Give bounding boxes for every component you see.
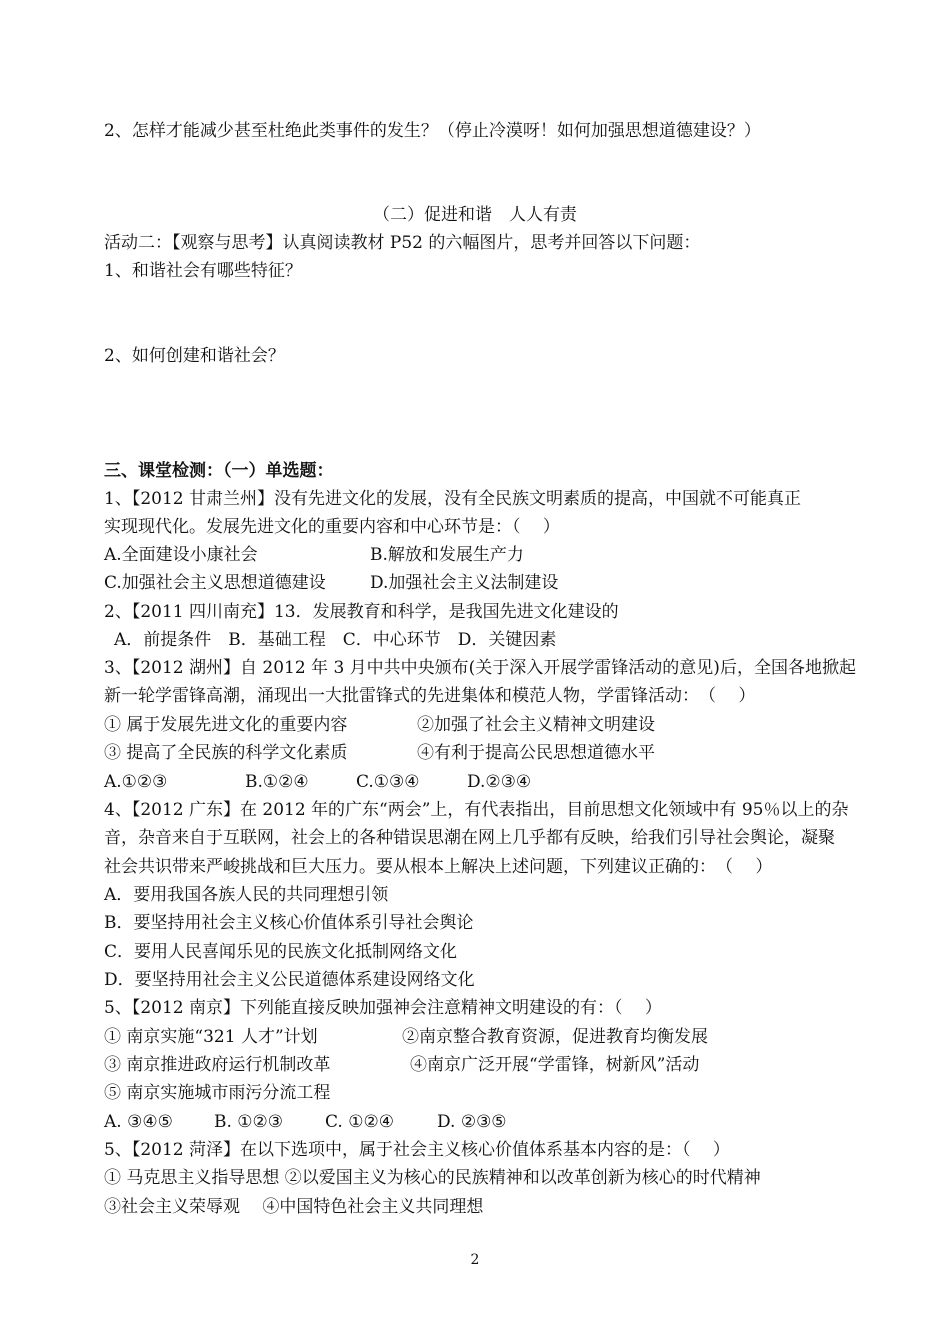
item-text: ① 南京实施“321 人才”计划 [104, 1027, 318, 1047]
option-text: D．要坚持用社会主义公民道德体系建设网络文化 [104, 970, 475, 990]
option-text: A.①②③ [104, 772, 168, 792]
question-text: 3、【2012 湖州】自 2012 年 3 月中共中央颁布(关于深入开展学雷锋活动的意见)后，全国各地掀起 [104, 658, 856, 678]
item-text: ⑤ 南京实施城市雨污分流工程 [104, 1083, 331, 1103]
item-text: ① 属于发展先进文化的重要内容 [104, 715, 348, 735]
option-text: C. ①②④ [325, 1112, 394, 1132]
item-text: ③ 南京推进政府运行机制改革 [104, 1055, 331, 1075]
option-text: D.加强社会主义法制建设 [370, 573, 559, 593]
page-number: 2 [470, 1252, 480, 1268]
question-text: 1、和谐社会有哪些特征？ [104, 261, 302, 281]
option-text: B．要坚持用社会主义核心价值体系引导社会舆论 [104, 913, 474, 933]
question-text: 2、【2011 四川南充】13．发展教育和科学，是我国先进文化建设的 [104, 602, 619, 622]
option-text: A．要用我国各族人民的共同理想引领 [104, 885, 389, 905]
question-text: 5、【2012 南京】下列能直接反映加强神会注意精神文明建设的有：（ ） [104, 998, 662, 1018]
item-text: ① 马克思主义指导思想 ②以爱国主义为核心的民族精神和以改革创新为核心的时代精神 [104, 1168, 761, 1188]
option-text: A．前提条件 B．基础工程 C．中心环节 D．关键因素 [114, 630, 557, 650]
item-text: ③ 提高了全民族的科学文化素质 [104, 743, 348, 763]
question-text: 音，杂音来自于互联网，社会上的各种错误思潮在网上几乎都有反映，给我们引导社会舆论，凝聚 [104, 828, 835, 848]
question-text: 新一轮学雷锋高潮，涌现出一大批雷锋式的先进集体和模范人物，学雷锋活动： （ ） [104, 686, 756, 706]
option-text: D.②③④ [467, 772, 532, 792]
option-text: A.全面建设小康社会 [104, 545, 258, 565]
question-text: 1、【2012 甘肃兰州】没有先进文化的发展，没有全民族文明素质的提高，中国就不可能真正 [104, 489, 801, 509]
section-heading: 三、课堂检测：（一）单选题： [104, 461, 334, 481]
option-text: C.加强社会主义思想道德建设 [104, 573, 326, 593]
option-text: B.解放和发展生产力 [370, 545, 524, 565]
item-text: ④南京广泛开展“学雷锋，树新风”活动 [410, 1055, 700, 1075]
question-text: 5、【2012 菏泽】在以下选项中，属于社会主义核心价值体系基本内容的是：（ ） [104, 1140, 730, 1160]
question-text: 2、如何创建和谐社会？ [104, 346, 285, 366]
question-text: 2、怎样才能减少甚至杜绝此类事件的发生？（停止冷漠呀！如何加强思想道德建设？） [104, 121, 761, 141]
question-text: 4、【2012 广东】在 2012 年的广东“两会”上，有代表指出，目前思想文化领域中有 95％以上的杂 [104, 800, 849, 820]
option-text: B. ①②③ [214, 1112, 284, 1132]
activity-text: 活动二：【观察与思考】认真阅读教材 P52 的六幅图片，思考并回答以下问题： [104, 233, 701, 253]
option-text: A. ③④⑤ [104, 1112, 173, 1132]
option-text: C.①③④ [356, 772, 420, 792]
section-title: （二）促进和谐 人人有责 [373, 205, 577, 225]
item-text: ③社会主义荣辱观 ④中国特色社会主义共同理想 [104, 1197, 484, 1217]
item-text: ②南京整合教育资源，促进教育均衡发展 [402, 1027, 708, 1047]
option-text: D. ②③⑤ [437, 1112, 507, 1132]
question-text: 实现现代化。发展先进文化的重要内容和中心环节是：（ ） [104, 517, 560, 537]
option-text: C．要用人民喜闻乐见的民族文化抵制网络文化 [104, 942, 458, 962]
option-text: B.①②④ [245, 772, 309, 792]
item-text: ④有利于提高公民思想道德水平 [417, 743, 655, 763]
item-text: ②加强了社会主义精神文明建设 [417, 715, 655, 735]
question-text: 社会共识带来严峻挑战和巨大压力。要从根本上解决上述问题，下列建议正确的： （ ） [104, 857, 773, 877]
